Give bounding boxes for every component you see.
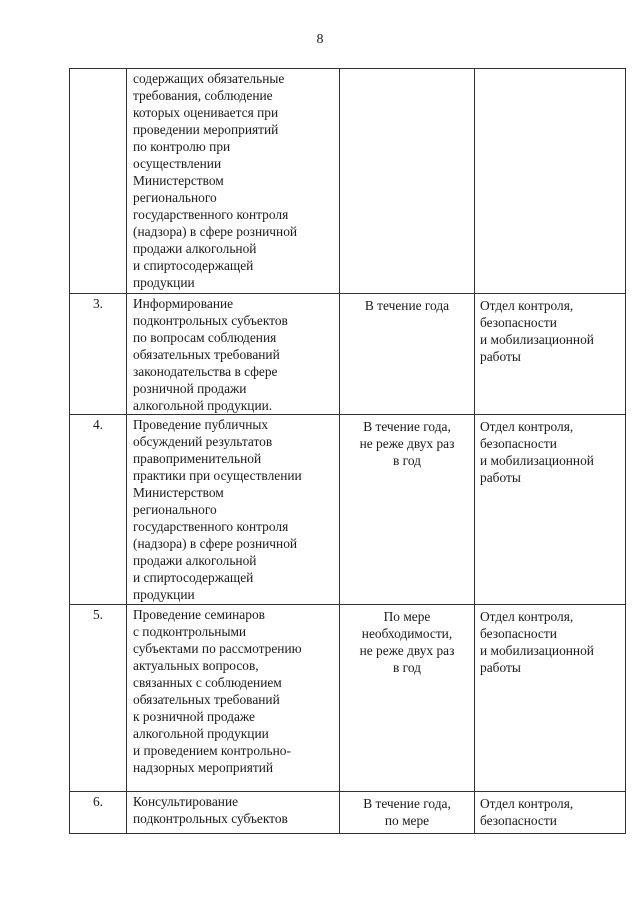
responsible-cell <box>475 294 626 415</box>
row-number-cell <box>70 294 127 415</box>
term-cell <box>340 69 475 294</box>
page-number: 8 <box>316 32 324 47</box>
activity-text: Информирование подконтрольных субъектов по вопросам соблюдения обязательных требований законодательства в сфере розничной продажи алкогольной продукции. <box>133 296 288 413</box>
responsible-cell <box>475 605 626 792</box>
term-cell <box>340 605 475 792</box>
table-row <box>70 415 626 605</box>
row-number: 4. <box>92 417 104 432</box>
responsible-text: Отдел контроля, безопасности и мобилизационной работы <box>480 298 594 364</box>
row-number-cell <box>70 69 127 294</box>
activity-cell <box>127 294 340 415</box>
table-row <box>70 69 626 294</box>
activity-text: Проведение семинаров с подконтрольными субъектами по рассмотрению актуальных вопросов, связанных с соблюдением обязательных требований к розничной продаже алкогольной продукции и проведением контрольно- надзорных мероприятий <box>133 607 302 775</box>
row-number-cell <box>70 605 127 792</box>
activity-text: содержащих обязательные требования, соблюдение которых оценивается при проведении мероприятий по контролю при осуществлении Министерством регионального государственного контроля (надзора) в сфере розничной продажи алкогольной и спиртосодержащей продукции <box>133 71 298 290</box>
activity-cell <box>127 605 340 792</box>
table-row <box>70 792 626 834</box>
term-text: В течение года, по мере <box>363 796 451 828</box>
term-text: По мере необходимости, не реже двух раз в год <box>359 609 455 675</box>
row-number: 6. <box>92 794 104 809</box>
term-cell <box>340 792 475 834</box>
activity-cell <box>127 415 340 605</box>
row-number-cell <box>70 415 127 605</box>
activity-cell <box>127 792 340 834</box>
responsible-text: Отдел контроля, безопасности <box>480 796 574 828</box>
plan-table <box>69 68 626 834</box>
row-number: 5. <box>92 607 104 622</box>
term-text: В течение года <box>364 298 450 313</box>
responsible-text: Отдел контроля, безопасности и мобилизационной работы <box>480 419 594 485</box>
term-text: В течение года, не реже двух раз в год <box>359 419 455 468</box>
table-row <box>70 605 626 792</box>
term-cell <box>340 294 475 415</box>
activity-cell <box>127 69 340 294</box>
table-row <box>70 294 626 415</box>
row-number: 3. <box>92 296 104 311</box>
activity-text: Проведение публичных обсуждений результатов правоприменительной практики при осуществлении Министерством регионального государственного контроля (надзора) в сфере розничной продажи алкогольной и спиртосодержащей продукции <box>133 417 302 602</box>
responsible-text: Отдел контроля, безопасности и мобилизационной работы <box>480 609 594 675</box>
term-cell <box>340 415 475 605</box>
responsible-cell <box>475 792 626 834</box>
responsible-cell <box>475 69 626 294</box>
responsible-cell <box>475 415 626 605</box>
activity-text: Консультирование подконтрольных субъектов <box>133 794 288 826</box>
row-number-cell <box>70 792 127 834</box>
